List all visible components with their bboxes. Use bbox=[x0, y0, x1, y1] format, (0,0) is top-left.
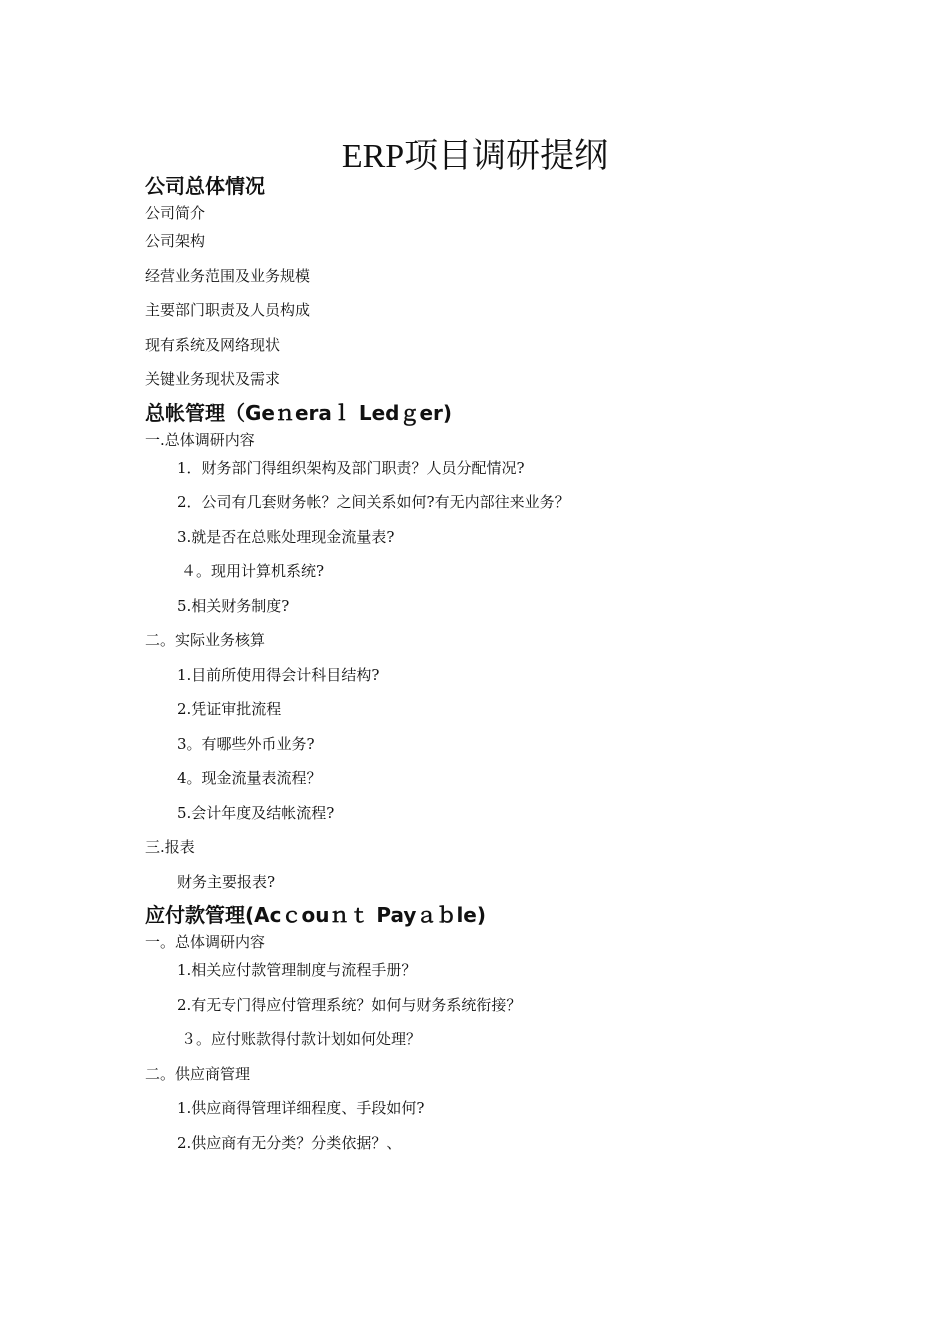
list-item: 1.供应商得管理详细程度、手段如何? bbox=[177, 1099, 425, 1117]
section-heading-company: 公司总体情况 bbox=[145, 174, 265, 198]
list-item: 现有系统及网络现状 bbox=[145, 335, 281, 354]
list-item: 2．公司有几套财务帐？之间关系如何?有无内部往来业务？ bbox=[177, 493, 570, 511]
section-heading-general-ledger: 总帐管理（Geｎeraｌ Ledｇer) bbox=[145, 400, 453, 425]
subsection-label: 一。总体调研内容 bbox=[145, 933, 266, 951]
document-title: ERP项目调研提纲 bbox=[341, 138, 609, 175]
list-item: 1．财务部门得组织架构及部门职责？人员分配情况? bbox=[177, 458, 525, 477]
list-item: 5.相关财务制度? bbox=[177, 596, 290, 615]
list-item: 公司简介 bbox=[145, 204, 206, 222]
list-item: 3.就是否在总账处理现金流量表? bbox=[177, 527, 395, 546]
list-item: 关键业务现状及需求 bbox=[145, 370, 281, 388]
list-item: 3。有哪些外币业务? bbox=[177, 734, 315, 753]
list-item: 财务主要报表? bbox=[177, 872, 276, 891]
list-item: 公司架构 bbox=[145, 232, 206, 250]
list-item: 2.供应商有无分类？分类依据？、 bbox=[177, 1133, 402, 1152]
list-item: 5.会计年度及结帐流程? bbox=[177, 803, 335, 822]
list-item: 主要部门职责及人员构成 bbox=[145, 301, 311, 319]
list-item: 1.相关应付款管理制度与流程手册？ bbox=[177, 961, 417, 979]
document-body bbox=[145, 170, 865, 1160]
list-item: 2.有无专门得应付管理系统？如何与财务系统衔接？ bbox=[177, 995, 522, 1014]
section-heading-accounts-payable: 应付款管理(Acｃouｎｔ Payａｂle) bbox=[145, 903, 487, 927]
subsection-label: 二。实际业务核算 bbox=[145, 631, 266, 649]
list-item: 经营业务范围及业务规模 bbox=[145, 266, 311, 285]
list-item: ３。应付账款得付款计划如何处理？ bbox=[181, 1030, 422, 1048]
subsection-label: 二。供应商管理 bbox=[145, 1064, 251, 1083]
list-item: ４。现用计算机系统? bbox=[181, 562, 325, 580]
list-item: 2.凭证审批流程 bbox=[177, 700, 282, 718]
list-item: 1.目前所使用得会计科目结构? bbox=[177, 665, 380, 684]
subsection-label: 三.报表 bbox=[145, 838, 195, 856]
list-item: 4。现金流量表流程？ bbox=[177, 769, 322, 787]
subsection-label: 一.总体调研内容 bbox=[145, 430, 255, 449]
